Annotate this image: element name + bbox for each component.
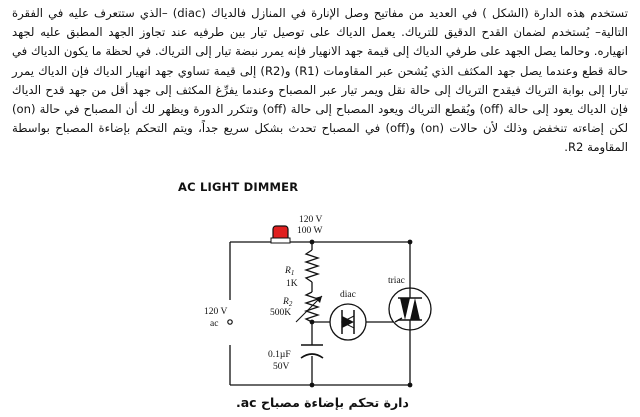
r1-value: 1K — [286, 279, 298, 289]
source-type-label: ac — [210, 319, 219, 329]
triac-label: triac — [388, 276, 405, 286]
capacitor-voltage: 50V — [273, 362, 290, 372]
capacitor-value: 0.1µF — [268, 350, 291, 360]
figure-caption: دارة تحكم بإضاءة مصباح ac. — [236, 395, 409, 410]
r2-label: $R_2$ — [283, 297, 293, 308]
lamp-voltage-label: 120 V — [299, 215, 323, 225]
lamp-power-label: 100 W — [297, 226, 323, 236]
paragraph-text: تستخدم هذه الدارة (الشكل ) في العديد من مفاتيح وصل الإنارة في المنازل فالدياك (diac) –الذي ستتعرف عليه في الفقرة التالية– يُستخدم لضمان القدح الدقيق للترياك. يعمل الدياك على توصيل تيار بين طرفيه عند تجاوز الجهد المطبق عليه لجهد انهياره. وحالما يصل الجهد على طرفي الدياك إلى قيمة جهد الانهيار فإنه يمرر نبضة تيار إلى الترياك. في لحظة ما يكون الدياك في حالة قطع وعندما يصل جهد المكثف الذي يُشحن عبر المقاومات (R1) و(R2) إلى قيمة تساوي جهد انهيار الدياك فإن الدياك يمرر تيارا إلى بوابة الترياك فيقدح الترياك إلى حالة نقل ويمر تيار عبر المصباح وعندما يفرِّغ المكثف إلى جهد أقل من جهد قدح الدياك فإن الدياك يعود إلى حالة (off) ويُقطع الترياك ويعود المصباح إلى حالة (off) وتتكرر الدورة ويظهر لك أن المصباح في حالة (on) لكن إضاءته تنخفض وذلك لأن حالات (on) و(off) في المصباح تحدث بشكل سريع جداً، ويتم التحكم بإضاءة المصباح بواسطة المقاومة R2. — [12, 6, 629, 155]
triac-symbol — [389, 288, 431, 330]
r1-resistor — [306, 250, 318, 282]
figure-title: AC LIGHT DIMMER — [178, 180, 299, 194]
source-voltage-label: 120 V — [204, 307, 228, 317]
lamp-symbol — [271, 226, 290, 243]
r2-potentiometer — [296, 292, 322, 322]
diac-symbol — [330, 304, 366, 340]
diac-label: diac — [340, 290, 356, 300]
r1-label: $R_1$ — [285, 266, 295, 277]
r2-value: 500K — [270, 308, 292, 318]
ac-source-symbol — [228, 320, 232, 324]
